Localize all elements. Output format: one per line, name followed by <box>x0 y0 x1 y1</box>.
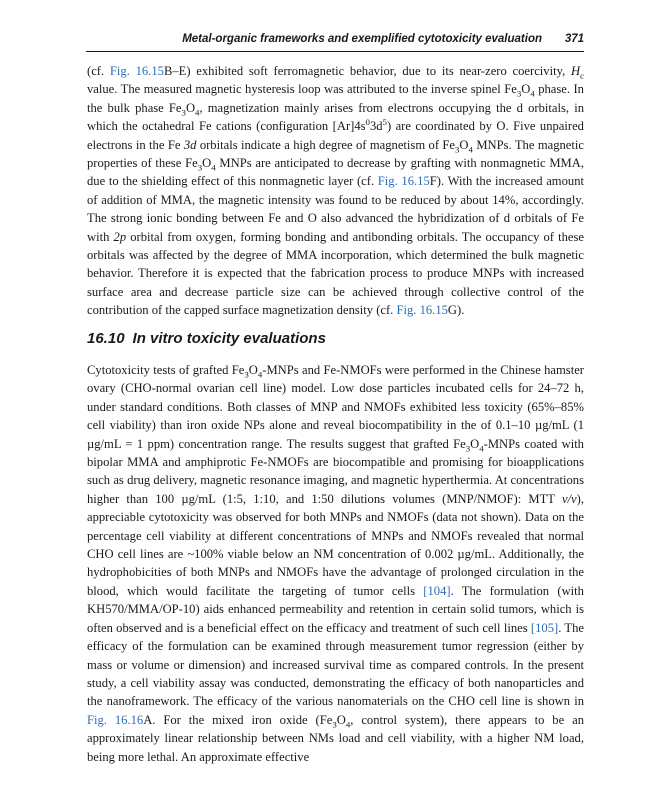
citation-link[interactable]: [105] <box>530 620 559 635</box>
figure-link[interactable]: Fig. 16.15 <box>109 64 164 78</box>
figure-link[interactable]: Fig. 16.15 <box>396 303 448 318</box>
header-rule <box>86 51 584 52</box>
paragraph-toxicity: Cytotoxicity tests of grafted $Fe_3O_4$-MNPs and Fe-NMOFs were performed in the Chinese hamster ovary (CHO-normal ovarian cell line) model. Low dose particles incubated cells for 24–72 h, under standard conditions. Both classes of MNP and NMOFs exhibited less toxicity (65%–85% cell viability) than iron oxide NPs alone and reveal biocompatibility in the of 0.1–10 µg/mL (1 µg/mL = 1 ppm) concentration range. The results suggest that grafted $Fe_3O_4$-MNPs coated with bipolar MMA and amphiprotic Fe-NMOFs are biocompatible and promising for bioapplications such as drug delivery, magnetic resonance imaging, and magnetic hyperthermia. At concentrations higher than 100 µg/mL (1:5, 1:10, and 1:50 dilutions volumes (MNP/NMOF): MTT v/v), appreciable cytotoxicity was observed for both MNPs and NMOFs (data not shown). Data on the percentage cell viability at different concentrations of MNPs and NMOFs revealed that normal CHO cell lines are ~100% viable below an NM concentration of 0.002 µg/mL. Additionally, the hydrophobicities of both MNPs and NMOFs have the advantage of prolonged circulation in the blood, which would facilitate the targeting of tumor cells [104]. The formulation (with KH570/MMA/OP-10) aids enhanced permeability and retention in certain solid tumors, which is often observed and is a beneficial effect on the efficacy and treatment of such cell lines [105]. The efficacy of the formulation can be examined through measurement tumor regression (either by mass or volume or dimension) and increased survival time as compared controls. In the present study, a cell viability assay was conducted, demonstrating the efficacy of both nanoparticles and the nanoframework. The efficacy of the various nanomaterials on the CHO cell line is shown in Fig. 16.16A. For the mixed iron oxide ($Fe_3O_4$, control system), there appears to be an approximately linear relationship between NMs load and cell viability, with a higher NM load, being more lethal. An approximate effective <box>87 363 585 764</box>
figure-link[interactable]: Fig. 16.16 <box>87 712 144 727</box>
running-header <box>86 30 584 50</box>
citation-link[interactable]: [104] <box>423 583 451 598</box>
section-heading <box>87 330 326 347</box>
section-title: In vitro toxicity evaluations <box>132 330 326 347</box>
paragraph-magnetic-properties: (cf. Fig. 16.15B–E) exhibited soft ferromagnetic behavior, due to its near-zero coercivity, $H_c$ value. The measured magnetic hysteresis loop was attributed to the inverse spinel $Fe_3O_4$ phase. In the bulk phase $Fe_3O_4$, magnetization mainly arises from electrons occupying the d orbitals, in which the octahedral Fe cations (configuration $[Ar]4s^03d^5$) are coordinated by O. Five unpaired electrons in the Fe 3d orbitals indicate a high degree of magnetism of $Fe_3O_4$ MNPs. The magnetic properties of these $Fe_3O_4$ MNPs are anticipated to decrease by grafting with nonmagnetic MMA, due to the shielding effect of this nonmagnetic layer (cf. Fig. 16.15F). With the increased amount of addition of MMA, the magnetic intensity was found to be reduced by about 14%, accordingly. The strong ionic bonding between Fe and O also advanced the hybridization of d orbitals of Fe with 2p orbital from oxygen, forming bonding and antibonding orbitals. The occupancy of these orbitals was affected by the degree of MMA incorporation, which determined the bulk magnetic behavior. Therefore it is expected that the fabrication process to produce MNPs with increased surface area and decrease particle size can be achieved through collective control of the contribution of the capped surface magnetization density (cf. Fig. 16.15G). <box>87 64 585 318</box>
running-title: Metal-organic frameworks and exemplified cytotoxicity evaluation <box>182 33 542 45</box>
figure-link[interactable]: Fig. 16.15 <box>377 174 430 189</box>
section-number: 16.10 <box>87 330 125 347</box>
page-number: 371 <box>564 33 584 45</box>
